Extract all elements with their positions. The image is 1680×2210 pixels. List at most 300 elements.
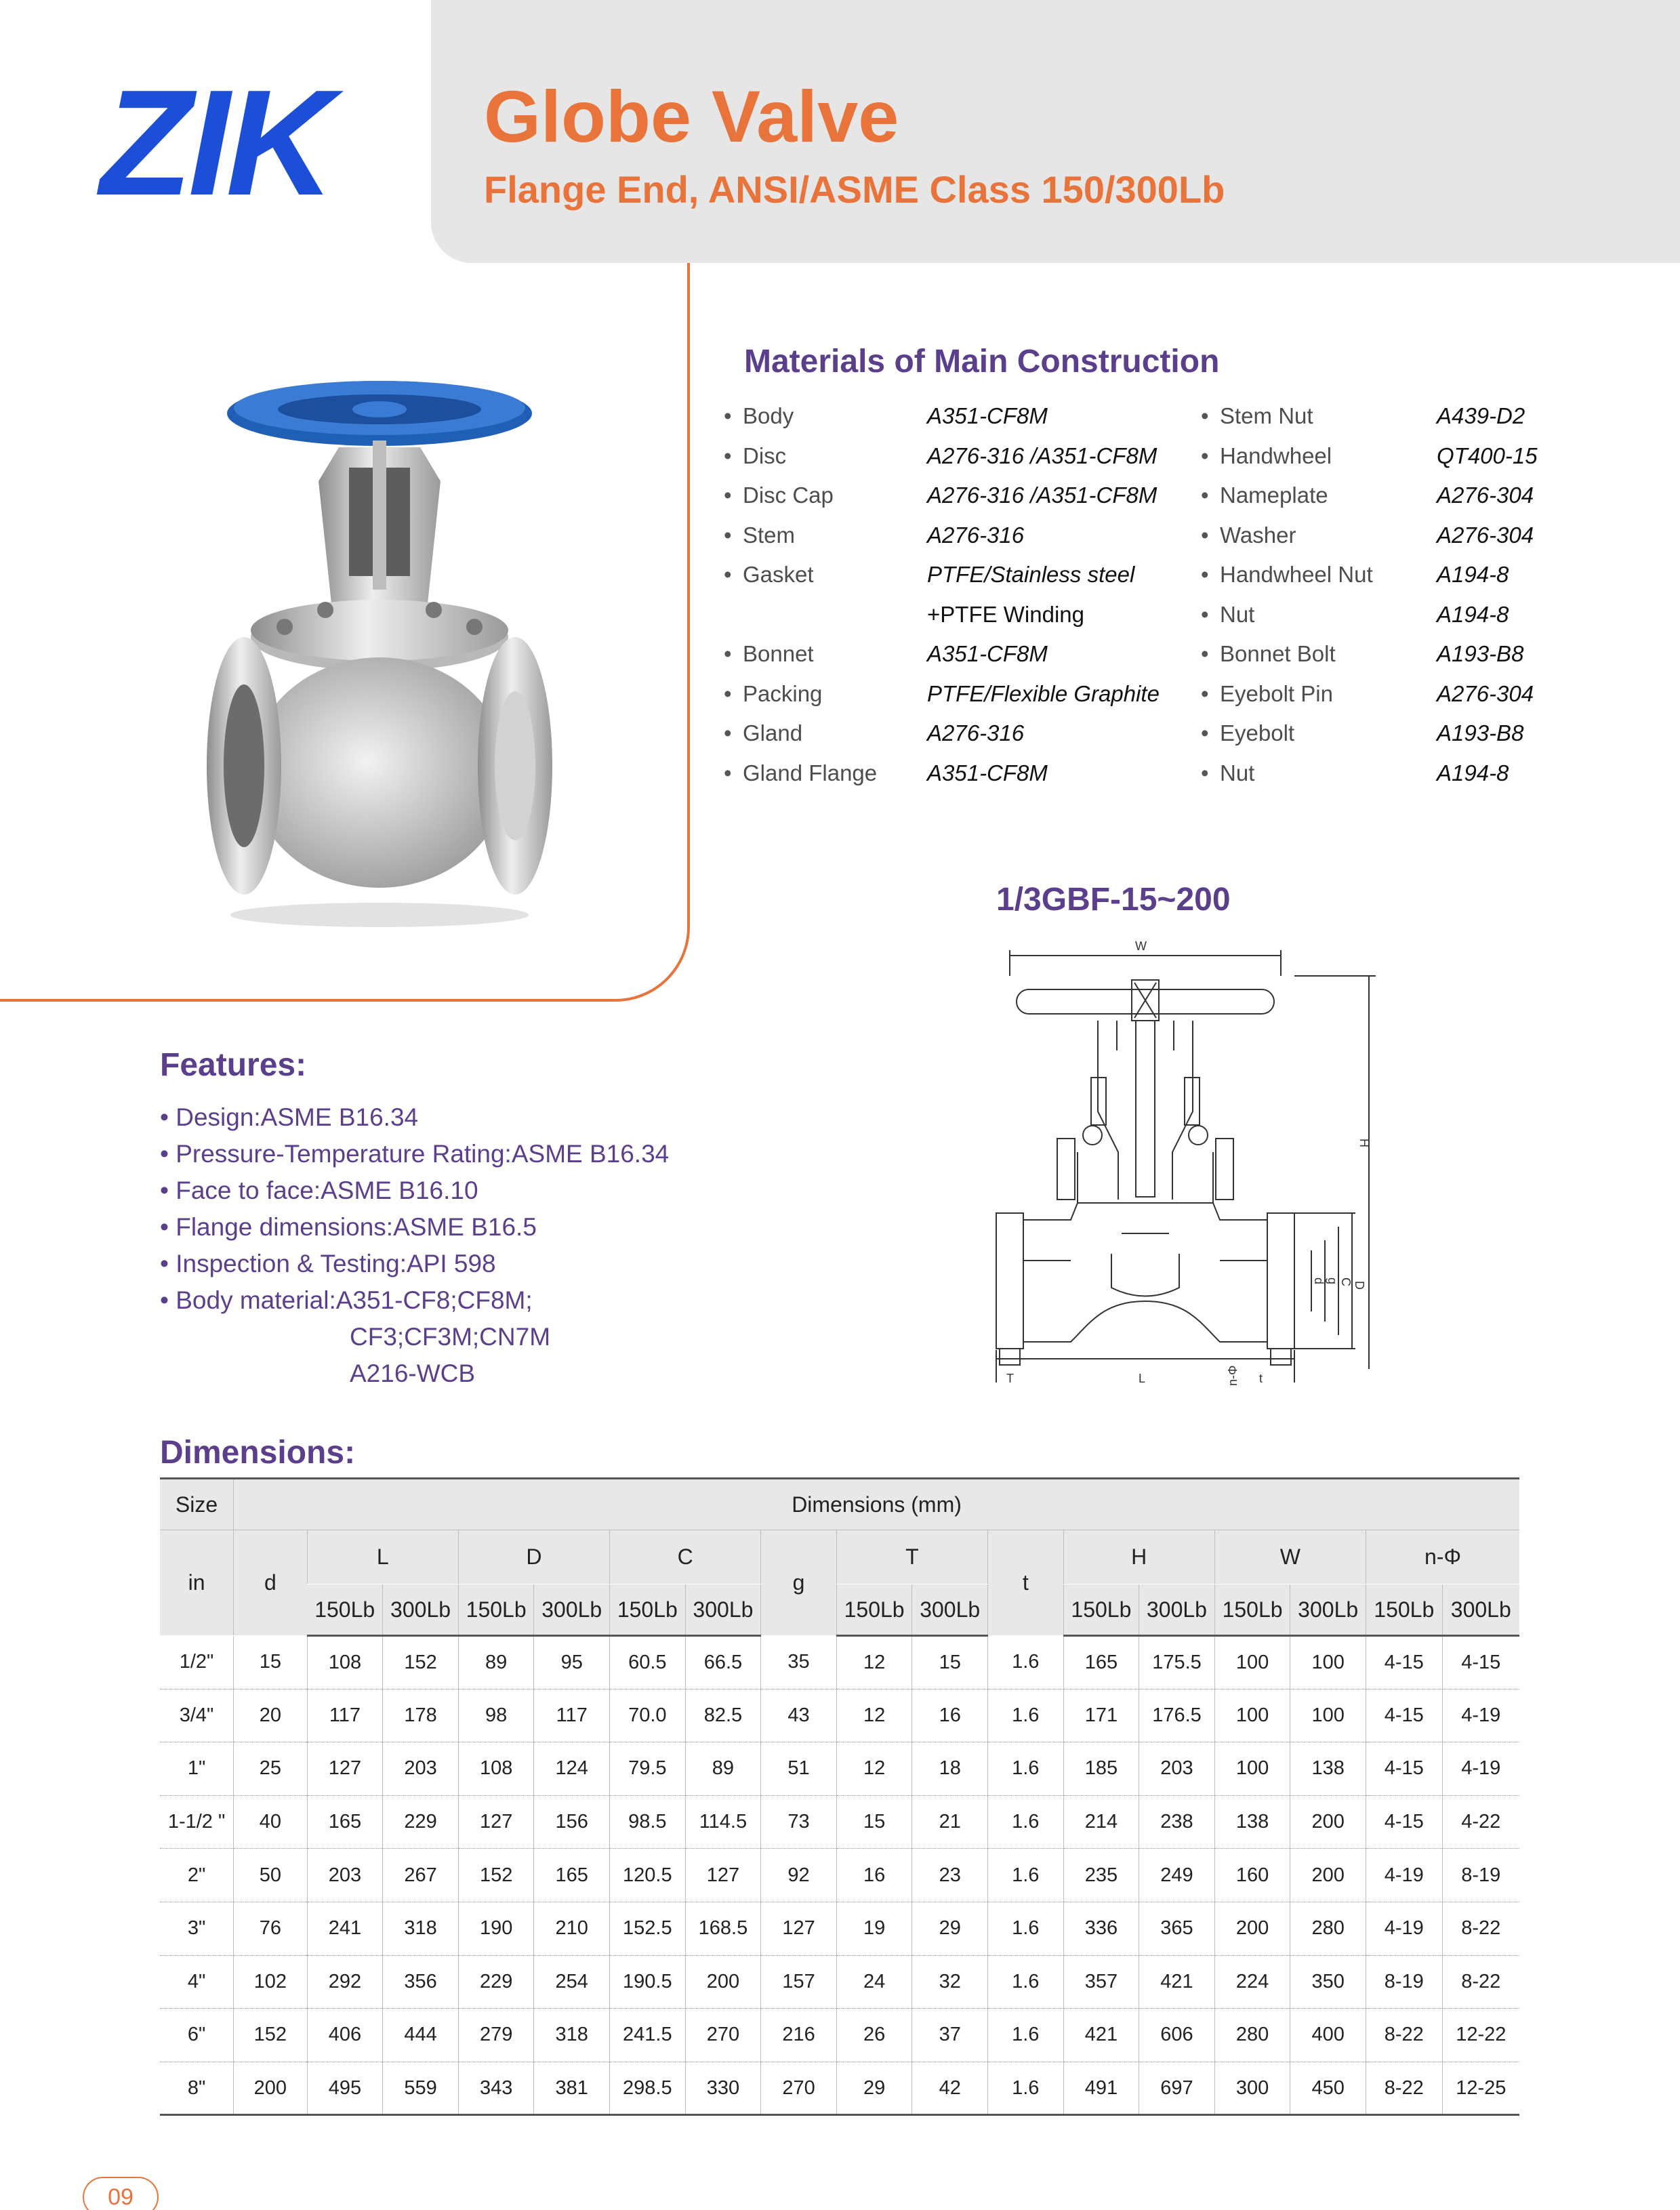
material-row <box>724 754 1198 794</box>
table-cell: 279 <box>458 2009 534 2062</box>
table-cell: 165 <box>1063 1636 1139 1690</box>
table-cell: 40 <box>234 1795 308 1849</box>
bullet: • <box>1201 483 1209 508</box>
table-row <box>160 1955 1519 2009</box>
table-header-row <box>160 1530 1519 1584</box>
table-row <box>160 1849 1519 1902</box>
table-cell: 300 <box>1214 2062 1290 2115</box>
material-name: Eyebolt Pin <box>1220 680 1333 706</box>
table-cell: 4-19 <box>1366 1902 1442 1955</box>
table-cell: 127 <box>761 1902 837 1955</box>
table-cell: 51 <box>761 1742 837 1796</box>
feature-item: • Face to face:ASME B16.10 <box>160 1176 478 1204</box>
table-cell: 171 <box>1063 1689 1139 1742</box>
material-row <box>1201 516 1675 556</box>
table-cell: 8-22 <box>1366 2009 1442 2062</box>
table-cell: 241.5 <box>610 2009 686 2062</box>
table-cell: 491 <box>1063 2062 1139 2115</box>
table-cell: 24 <box>836 1955 912 2009</box>
material-row <box>1201 754 1675 794</box>
bullet: • <box>1201 601 1209 627</box>
bullet: • <box>724 720 732 746</box>
feature-item: • Body material:A351-CF8;CF8M; <box>160 1286 533 1314</box>
table-cell: 19 <box>836 1902 912 1955</box>
feature-item-continued: A216-WCB <box>350 1359 476 1387</box>
bullet: • <box>724 483 732 508</box>
table-cell: 350 <box>1290 1955 1366 2009</box>
material-row <box>724 595 1198 635</box>
table-cell: 168.5 <box>685 1902 761 1955</box>
table-cell: 214 <box>1063 1795 1139 1849</box>
dim-label-d-inner: d <box>1312 1277 1326 1285</box>
bullet: • <box>724 403 732 429</box>
sub-300lb: 300Lb <box>1139 1584 1215 1636</box>
table-cell: 73 <box>761 1795 837 1849</box>
table-cell: 15 <box>234 1636 308 1690</box>
table-subheader-row <box>160 1584 1519 1636</box>
bullet: • <box>724 680 732 706</box>
size-header: Size <box>160 1479 234 1530</box>
table-cell: 6" <box>160 2009 234 2062</box>
dim-label-l: L <box>1139 1372 1146 1385</box>
table-cell: 98.5 <box>610 1795 686 1849</box>
sub-150lb: 150Lb <box>1366 1584 1442 1636</box>
col-g-header: g <box>761 1530 837 1636</box>
table-cell: 4-15 <box>1366 1742 1442 1796</box>
table-cell: 185 <box>1063 1742 1139 1796</box>
table-cell: 152 <box>383 1636 459 1690</box>
table-row <box>160 2009 1519 2062</box>
table-cell: 190 <box>458 1902 534 1955</box>
table-row <box>160 2062 1519 2115</box>
table-cell: 1/2" <box>160 1636 234 1690</box>
table-cell: 1.6 <box>988 1849 1064 1902</box>
table-cell: 176.5 <box>1139 1689 1215 1742</box>
table-cell: 8-22 <box>1366 2062 1442 2115</box>
table-cell: 117 <box>534 1689 610 1742</box>
table-cell: 216 <box>761 2009 837 2062</box>
table-cell: 270 <box>761 2062 837 2115</box>
material-value: A351-CF8M <box>927 403 1048 429</box>
dim-label-n: n-Φ <box>1226 1365 1239 1386</box>
bullet: • <box>1201 562 1209 588</box>
material-row <box>1201 436 1675 476</box>
material-name: Nut <box>1220 601 1255 627</box>
table-cell: 25 <box>234 1742 308 1796</box>
material-value: QT400-15 <box>1437 443 1538 468</box>
col-d-header: d <box>234 1530 308 1636</box>
table-cell: 117 <box>307 1689 383 1742</box>
table-cell: 343 <box>458 2062 534 2115</box>
bullet: • <box>1201 403 1209 429</box>
col-d-flange-header: D <box>458 1530 609 1584</box>
feature-item: • Inspection & Testing:API 598 <box>160 1250 496 1277</box>
table-cell: 12-25 <box>1442 2062 1519 2115</box>
table-cell: 8-19 <box>1366 1955 1442 2009</box>
material-value: A351-CF8M <box>927 760 1048 785</box>
table-cell: 357 <box>1063 1955 1139 2009</box>
material-name: Bonnet <box>743 641 814 667</box>
table-cell: 12-22 <box>1442 2009 1519 2062</box>
table-row <box>160 1636 1519 1690</box>
material-value: +PTFE Winding <box>927 601 1084 627</box>
bullet: • <box>724 522 732 548</box>
sub-300lb: 300Lb <box>1290 1584 1366 1636</box>
material-row <box>724 555 1198 595</box>
table-cell: 697 <box>1139 2062 1215 2115</box>
table-cell: 210 <box>534 1902 610 1955</box>
table-cell: 175.5 <box>1139 1636 1215 1690</box>
table-cell: 4-19 <box>1442 1689 1519 1742</box>
material-name: Body <box>743 403 794 429</box>
material-name: Washer <box>1220 522 1296 548</box>
material-name: Gasket <box>743 562 814 588</box>
table-cell: 127 <box>307 1742 383 1796</box>
table-cell: 4-15 <box>1366 1795 1442 1849</box>
table-cell: 1.6 <box>988 1689 1064 1742</box>
table-cell: 29 <box>912 1902 988 1955</box>
table-cell: 15 <box>912 1636 988 1690</box>
material-value: A276-316 /A351-CF8M <box>927 483 1157 508</box>
table-cell: 8-22 <box>1442 1902 1519 1955</box>
table-cell: 606 <box>1139 2009 1215 2062</box>
table-cell: 66.5 <box>685 1636 761 1690</box>
col-in-header: in <box>160 1530 234 1636</box>
material-value: A439-D2 <box>1437 403 1525 429</box>
table-cell: 1.6 <box>988 1636 1064 1690</box>
table-cell: 4-15 <box>1366 1689 1442 1742</box>
table-cell: 127 <box>458 1795 534 1849</box>
valve-technical-drawing <box>976 935 1396 1423</box>
material-row <box>724 674 1198 714</box>
dim-label-d-outer: D <box>1353 1281 1366 1290</box>
material-value: A351-CF8M <box>927 641 1048 667</box>
material-row <box>724 436 1198 476</box>
table-cell: 1.6 <box>988 1742 1064 1796</box>
table-cell: 4" <box>160 1955 234 2009</box>
material-value: PTFE/Flexible Graphite <box>927 680 1160 706</box>
table-cell: 108 <box>307 1636 383 1690</box>
material-row <box>1201 476 1675 516</box>
col-t-lower-header: t <box>988 1530 1064 1636</box>
table-cell: 70.0 <box>610 1689 686 1742</box>
table-cell: 138 <box>1290 1742 1366 1796</box>
table-cell: 15 <box>836 1795 912 1849</box>
table-cell: 100 <box>1214 1636 1290 1690</box>
table-row <box>160 1902 1519 1955</box>
col-w-header: W <box>1214 1530 1366 1584</box>
table-cell: 42 <box>912 2062 988 2115</box>
table-cell: 1.6 <box>988 1955 1064 2009</box>
table-cell: 152 <box>458 1849 534 1902</box>
sub-150lb: 150Lb <box>1063 1584 1139 1636</box>
table-cell: 495 <box>307 2062 383 2115</box>
table-row <box>160 1742 1519 1796</box>
table-cell: 12 <box>836 1689 912 1742</box>
page-subtitle: Flange End, ANSI/ASME Class 150/300Lb <box>484 168 1225 211</box>
table-cell: 450 <box>1290 2062 1366 2115</box>
table-cell: 444 <box>383 2009 459 2062</box>
table-cell: 267 <box>383 1849 459 1902</box>
table-cell: 229 <box>458 1955 534 2009</box>
bullet: • <box>724 760 732 785</box>
table-cell: 241 <box>307 1902 383 1955</box>
table-cell: 229 <box>383 1795 459 1849</box>
feature-item: • Pressure-Temperature Rating:ASME B16.34 <box>160 1140 670 1168</box>
material-row <box>724 396 1198 436</box>
table-cell: 32 <box>912 1955 988 2009</box>
feature-item: • Design:ASME B16.34 <box>160 1103 419 1131</box>
table-cell: 138 <box>1214 1795 1290 1849</box>
table-cell: 238 <box>1139 1795 1215 1849</box>
brand-logo: ZIK <box>100 59 331 227</box>
sub-150lb: 150Lb <box>458 1584 534 1636</box>
col-c-header: C <box>610 1530 761 1584</box>
material-name: Nut <box>1220 760 1255 785</box>
dim-label-c: C <box>1339 1277 1353 1286</box>
material-name: Gland <box>743 720 803 746</box>
table-cell: 1" <box>160 1742 234 1796</box>
material-name: Bonnet Bolt <box>1220 641 1336 667</box>
table-header-row <box>160 1479 1519 1530</box>
table-cell: 559 <box>383 2062 459 2115</box>
bullet: • <box>724 443 732 468</box>
material-row <box>724 516 1198 556</box>
table-cell: 21 <box>912 1795 988 1849</box>
table-cell: 23 <box>912 1849 988 1902</box>
table-cell: 298.5 <box>610 2062 686 2115</box>
page-number: 09 <box>83 2177 159 2210</box>
table-cell: 1-1/2 " <box>160 1795 234 1849</box>
table-row <box>160 1795 1519 1849</box>
table-cell: 37 <box>912 2009 988 2062</box>
material-value: A276-304 <box>1437 483 1534 508</box>
table-cell: 100 <box>1214 1742 1290 1796</box>
dim-label-h: H <box>1357 1139 1371 1147</box>
table-cell: 26 <box>836 2009 912 2062</box>
table-cell: 8" <box>160 2062 234 2115</box>
material-name: Disc Cap <box>743 483 834 508</box>
table-cell: 400 <box>1290 2009 1366 2062</box>
materials-list-right <box>1201 396 1675 793</box>
table-cell: 4-19 <box>1442 1742 1519 1796</box>
table-cell: 4-22 <box>1442 1795 1519 1849</box>
table-cell: 8-19 <box>1442 1849 1519 1902</box>
table-cell: 102 <box>234 1955 308 2009</box>
table-cell: 406 <box>307 2009 383 2062</box>
dim-label-lower-t: t <box>1259 1372 1263 1385</box>
table-cell: 200 <box>685 1955 761 2009</box>
table-cell: 200 <box>234 2062 308 2115</box>
table-cell: 16 <box>836 1849 912 1902</box>
dim-label-g: g <box>1326 1277 1339 1285</box>
sub-300lb: 300Lb <box>383 1584 459 1636</box>
material-name: Disc <box>743 443 787 468</box>
table-cell: 203 <box>1139 1742 1215 1796</box>
material-name: Stem <box>743 522 796 548</box>
material-value: A276-316 /A351-CF8M <box>927 443 1157 468</box>
dim-label-w: W <box>1135 939 1147 953</box>
material-value: A276-304 <box>1437 522 1534 548</box>
globe-valve-photo <box>203 366 556 935</box>
table-cell: 89 <box>685 1742 761 1796</box>
table-cell: 1.6 <box>988 2009 1064 2062</box>
material-row <box>724 634 1198 674</box>
table-cell: 2" <box>160 1849 234 1902</box>
table-cell: 100 <box>1290 1636 1366 1690</box>
table-cell: 224 <box>1214 1955 1290 2009</box>
col-l-header: L <box>307 1530 458 1584</box>
table-cell: 318 <box>534 2009 610 2062</box>
table-cell: 50 <box>234 1849 308 1902</box>
table-cell: 100 <box>1290 1689 1366 1742</box>
bullet: • <box>724 641 732 667</box>
features-heading: Features: <box>160 1047 307 1083</box>
table-cell: 100 <box>1214 1689 1290 1742</box>
table-cell: 421 <box>1063 2009 1139 2062</box>
material-name: Nameplate <box>1220 483 1328 508</box>
table-cell: 365 <box>1139 1902 1215 1955</box>
bullet: • <box>724 562 732 588</box>
table-cell: 157 <box>761 1955 837 2009</box>
col-t-upper-header: T <box>836 1530 987 1584</box>
bullet: • <box>1201 760 1209 785</box>
table-cell: 235 <box>1063 1849 1139 1902</box>
material-row <box>1201 555 1675 595</box>
page-title: Globe Valve <box>484 75 899 157</box>
table-cell: 98 <box>458 1689 534 1742</box>
features-list <box>160 1099 669 1392</box>
table-cell: 203 <box>307 1849 383 1902</box>
table-cell: 29 <box>836 2062 912 2115</box>
table-cell: 108 <box>458 1742 534 1796</box>
material-row <box>1201 714 1675 754</box>
table-cell: 190.5 <box>610 1955 686 2009</box>
table-cell: 270 <box>685 2009 761 2062</box>
sub-150lb: 150Lb <box>1214 1584 1290 1636</box>
table-cell: 16 <box>912 1689 988 1742</box>
table-cell: 79.5 <box>610 1742 686 1796</box>
table-cell: 12 <box>836 1636 912 1690</box>
table-cell: 76 <box>234 1902 308 1955</box>
table-cell: 8-22 <box>1442 1955 1519 2009</box>
table-cell: 124 <box>534 1742 610 1796</box>
table-cell: 254 <box>534 1955 610 2009</box>
table-cell: 318 <box>383 1902 459 1955</box>
table-cell: 280 <box>1290 1902 1366 1955</box>
table-cell: 292 <box>307 1955 383 2009</box>
material-value: PTFE/Stainless steel <box>927 562 1135 588</box>
table-cell: 178 <box>383 1689 459 1742</box>
table-cell: 89 <box>458 1636 534 1690</box>
sub-300lb: 300Lb <box>685 1584 761 1636</box>
table-cell: 249 <box>1139 1849 1215 1902</box>
feature-item-continued: CF3;CF3M;CN7M <box>350 1323 551 1351</box>
model-number: 1/3GBF-15~200 <box>996 882 1231 918</box>
material-row <box>1201 396 1675 436</box>
table-cell: 4-19 <box>1366 1849 1442 1902</box>
table-cell: 95 <box>534 1636 610 1690</box>
dimensions-table <box>160 1477 1519 2116</box>
table-cell: 12 <box>836 1742 912 1796</box>
table-cell: 165 <box>307 1795 383 1849</box>
table-cell: 330 <box>685 2062 761 2115</box>
table-row <box>160 1689 1519 1742</box>
table-cell: 203 <box>383 1742 459 1796</box>
table-cell: 421 <box>1139 1955 1215 2009</box>
material-value: A193-B8 <box>1437 720 1524 746</box>
table-cell: 3/4" <box>160 1689 234 1742</box>
table-cell: 4-15 <box>1442 1636 1519 1690</box>
material-row <box>724 476 1198 516</box>
table-cell: 127 <box>685 1849 761 1902</box>
dimensions-heading: Dimensions: <box>160 1435 356 1471</box>
table-cell: 1.6 <box>988 1902 1064 1955</box>
material-value: A194-8 <box>1437 562 1509 588</box>
table-cell: 336 <box>1063 1902 1139 1955</box>
table-cell: 1.6 <box>988 1795 1064 1849</box>
table-cell: 3" <box>160 1902 234 1955</box>
material-value: A276-316 <box>927 522 1025 548</box>
materials-list-left <box>724 396 1198 793</box>
table-cell: 4-15 <box>1366 1636 1442 1690</box>
table-cell: 152.5 <box>610 1902 686 1955</box>
bullet: • <box>1201 641 1209 667</box>
material-row <box>1201 634 1675 674</box>
bullet: • <box>1201 443 1209 468</box>
material-name: Handwheel Nut <box>1220 562 1373 588</box>
table-cell: 381 <box>534 2062 610 2115</box>
table-cell: 356 <box>383 1955 459 2009</box>
table-cell: 200 <box>1290 1795 1366 1849</box>
material-value: A276-316 <box>927 720 1025 746</box>
table-cell: 200 <box>1214 1902 1290 1955</box>
table-cell: 60.5 <box>610 1636 686 1690</box>
material-row <box>1201 595 1675 635</box>
material-name: Eyebolt <box>1220 720 1295 746</box>
dim-label-upper-t: T <box>1006 1372 1014 1385</box>
table-cell: 43 <box>761 1689 837 1742</box>
material-row <box>724 714 1198 754</box>
material-value: A276-304 <box>1437 680 1534 706</box>
material-name: Handwheel <box>1220 443 1332 468</box>
col-n-header: n-Φ <box>1366 1530 1519 1584</box>
table-cell: 160 <box>1214 1849 1290 1902</box>
sub-300lb: 300Lb <box>1442 1584 1519 1636</box>
col-h-header: H <box>1063 1530 1214 1584</box>
materials-heading: Materials of Main Construction <box>744 344 1220 380</box>
table-cell: 1.6 <box>988 2062 1064 2115</box>
sub-300lb: 300Lb <box>912 1584 988 1636</box>
feature-item: • Flange dimensions:ASME B16.5 <box>160 1213 537 1241</box>
bullet: • <box>1201 522 1209 548</box>
table-cell: 200 <box>1290 1849 1366 1902</box>
table-cell: 20 <box>234 1689 308 1742</box>
material-row <box>1201 674 1675 714</box>
table-cell: 18 <box>912 1742 988 1796</box>
table-cell: 114.5 <box>685 1795 761 1849</box>
table-cell: 152 <box>234 2009 308 2062</box>
table-cell: 156 <box>534 1795 610 1849</box>
bullet: • <box>1201 680 1209 706</box>
table-cell: 120.5 <box>610 1849 686 1902</box>
table-cell: 165 <box>534 1849 610 1902</box>
table-cell: 82.5 <box>685 1689 761 1742</box>
table-cell: 280 <box>1214 2009 1290 2062</box>
dimensions-group-header: Dimensions (mm) <box>234 1479 1519 1530</box>
sub-150lb: 150Lb <box>836 1584 912 1636</box>
material-value: A194-8 <box>1437 760 1509 785</box>
